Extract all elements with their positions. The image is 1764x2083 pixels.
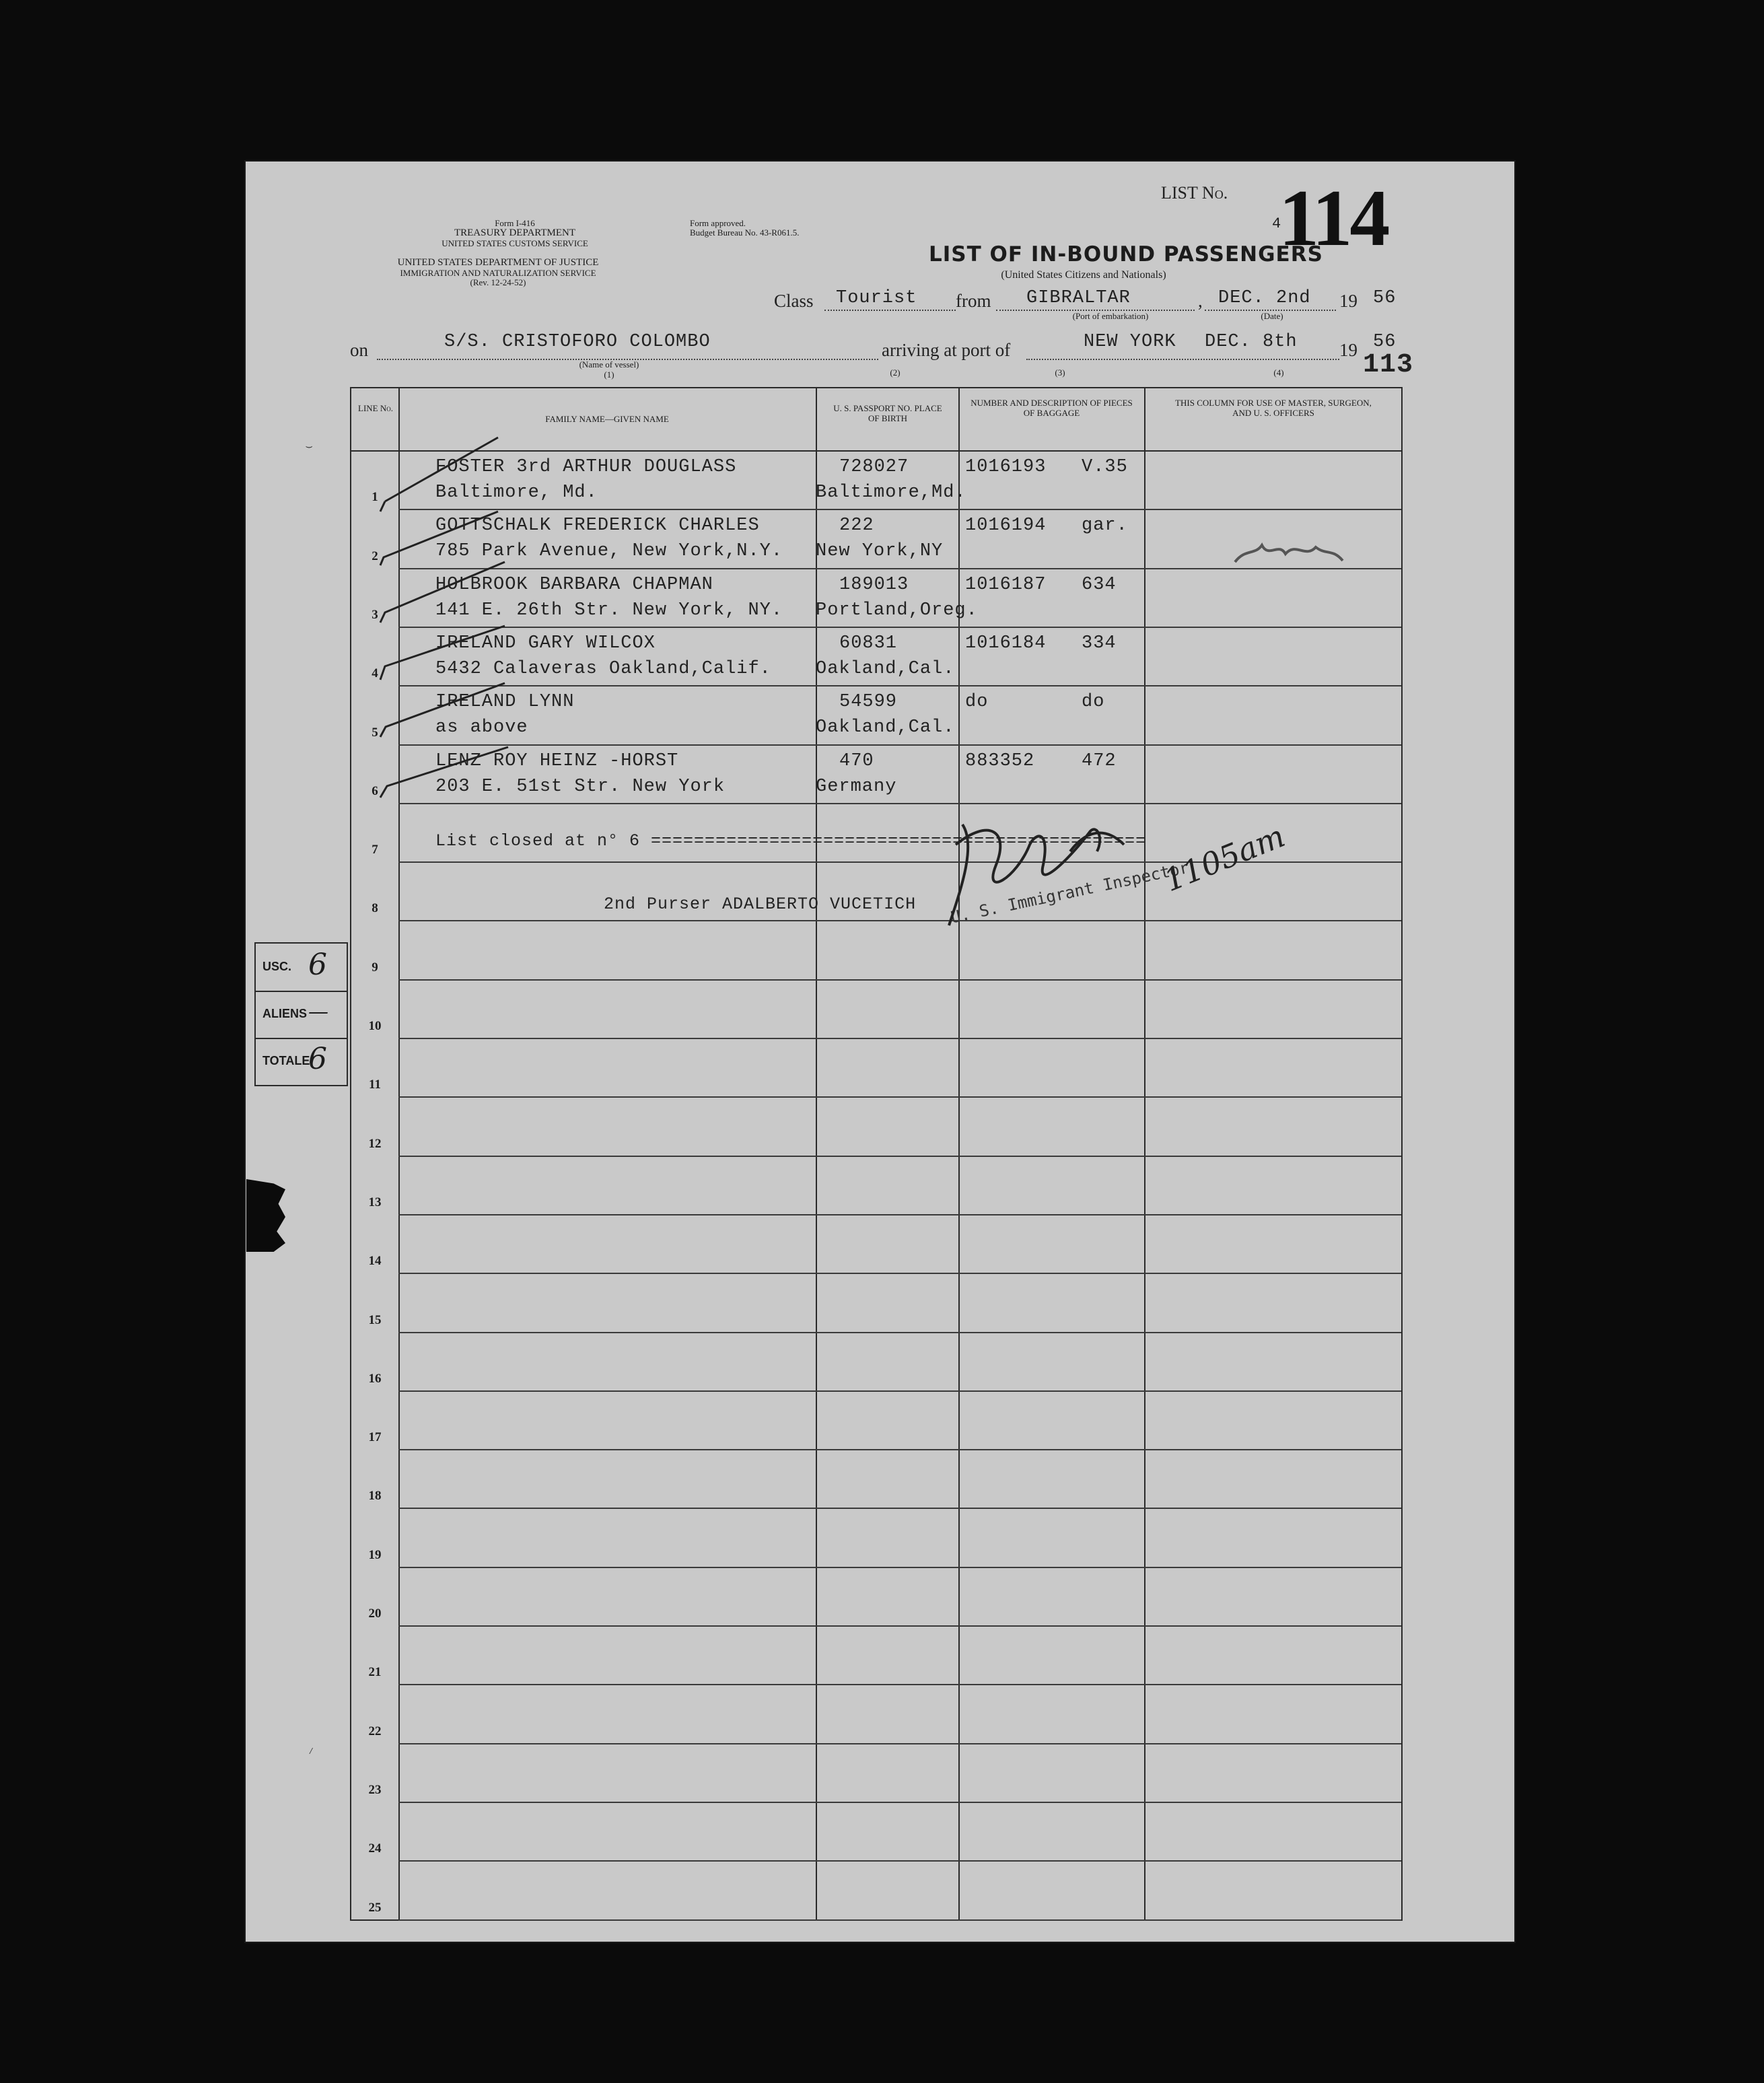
birthplace: Baltimore,Md. — [816, 483, 966, 503]
date-caption: (Date) — [1261, 311, 1283, 321]
baggage-description: V.35 — [1082, 457, 1128, 477]
row-rule — [398, 1156, 1401, 1157]
line-number: 8 — [372, 901, 378, 916]
usc-label: USC. — [262, 960, 292, 973]
year2-prefix: 19 — [1339, 340, 1357, 360]
row-rule — [398, 627, 1401, 628]
year-prefix: 19 — [1339, 291, 1357, 311]
row-rule — [398, 1038, 1401, 1039]
baggage-number: 1016194 — [965, 516, 1047, 536]
inspector-stamp: U. S. Immigrant Inspector — [949, 857, 1191, 927]
line-number: 2 — [372, 549, 378, 563]
arrival-date: DEC. 8th — [1205, 332, 1298, 352]
birthplace: Germany — [816, 776, 897, 797]
comma-1: , — [1198, 291, 1203, 311]
line-number: 14 — [368, 1254, 382, 1269]
row-rule — [398, 509, 1401, 510]
row-rule — [398, 744, 1401, 746]
officer-scribble — [1232, 535, 1346, 569]
total-row — [256, 1038, 347, 1085]
passport-number: 60831 — [839, 633, 898, 654]
row-rule — [398, 803, 1401, 804]
passenger-address: as above — [435, 717, 528, 738]
passenger-address: 785 Park Avenue, New York,N.Y. — [435, 541, 783, 562]
page-subtitle: (United States Citizens and Nationals) — [1001, 269, 1166, 281]
line-number: 20 — [368, 1607, 382, 1621]
line-number: 16 — [368, 1371, 382, 1386]
passport-number: 222 — [839, 516, 874, 536]
margin-mark-bottom: ⁄ — [308, 1746, 314, 1757]
line-number: 12 — [368, 1136, 382, 1151]
handwritten-list-number: 113 — [1363, 350, 1414, 380]
line-number: 7 — [372, 843, 378, 857]
header-officers: THIS COLUMN FOR USE OF MASTER, SURGEON, AND U. S. OFFICERS — [1175, 398, 1372, 418]
passenger-name: FOSTER 3rd ARTHUR DOUGLASS — [435, 457, 737, 477]
inspector-signature — [936, 804, 1144, 939]
passenger-address: Baltimore, Md. — [435, 483, 598, 503]
usc-row — [256, 944, 347, 992]
passenger-name: GOTTSCHALK FREDERICK CHARLES — [435, 516, 760, 536]
birthplace: New York,NY — [816, 541, 944, 562]
passenger-address: 5432 Calaveras Oakland,Calif. — [435, 658, 771, 679]
header-passport: U. S. PASSPORT NO. PLACE OF BIRTH — [833, 403, 942, 423]
header-family-name: FAMILY NAME—GIVEN NAME — [545, 414, 669, 424]
passenger-name: LENZ ROY HEINZ -HORST — [435, 750, 679, 771]
line-number: 1 — [372, 490, 378, 505]
passenger-name: IRELAND GARY WILCOX — [435, 633, 656, 654]
line-number: 17 — [368, 1430, 382, 1445]
row-rule — [398, 1390, 1401, 1392]
row-rule — [398, 1096, 1401, 1098]
baggage-number: 1016187 — [965, 574, 1047, 595]
row-rule — [398, 1214, 1401, 1215]
inspector-time: 1105am — [1158, 817, 1290, 899]
baggage-description: 472 — [1082, 750, 1117, 771]
list-number: 114 — [1279, 173, 1388, 262]
usc-value: 6 — [308, 948, 327, 982]
line-number: 11 — [369, 1078, 381, 1092]
line-number: 4 — [372, 666, 378, 681]
birthplace: Oakland,Cal. — [816, 658, 955, 679]
passenger-name: HOLBROOK BARBARA CHAPMAN — [435, 574, 713, 595]
line-number: 9 — [372, 960, 378, 975]
row-rule — [398, 1919, 1401, 1921]
passenger-address: 203 E. 51st Str. New York — [435, 776, 726, 797]
date-value: DEC. 2nd — [1218, 288, 1311, 308]
vessel-caption: (Name of vessel) — [579, 359, 639, 369]
total-value: 6 — [308, 1042, 327, 1076]
aliens-value: — — [308, 1000, 328, 1024]
aliens-row — [256, 991, 347, 1039]
row-rule — [398, 979, 1401, 981]
vessel-col-num: (1) — [604, 369, 614, 380]
header-baggage: NUMBER AND DESCRIPTION OF PIECES OF BAGGAGE — [971, 398, 1133, 418]
baggage-description: 334 — [1082, 633, 1117, 654]
page-title: LIST OF IN-BOUND PASSENGERS — [929, 242, 1323, 267]
vessel-name: S/S. CRISTOFORO COLOMBO — [444, 332, 711, 352]
line-number: 10 — [368, 1019, 382, 1033]
row-rule — [398, 1684, 1401, 1685]
header-line-no: LINE No. — [358, 403, 393, 413]
arrival-port: NEW YORK — [1084, 332, 1176, 352]
count-box — [254, 942, 348, 1086]
baggage-number: do — [965, 692, 989, 713]
baggage-description: gar. — [1082, 516, 1128, 536]
baggage-number: 883352 — [965, 750, 1035, 771]
on-label: on — [350, 340, 368, 360]
line-number: 15 — [368, 1312, 382, 1327]
row-rule — [398, 685, 1401, 686]
from-label: from — [956, 291, 991, 311]
purser-line: 2nd Purser ADALBERTO VUCETICH — [604, 894, 917, 914]
line-number: 13 — [368, 1195, 382, 1209]
date-col-num: (4) — [1273, 367, 1284, 378]
row-rule — [398, 1273, 1401, 1274]
passenger-name: IRELAND LYNN — [435, 692, 575, 713]
passport-number: 728027 — [839, 457, 909, 477]
row-rule — [398, 1860, 1401, 1862]
line-number: 24 — [368, 1841, 382, 1856]
baggage-description: do — [1082, 692, 1105, 713]
revision-date: (Rev. 12-24-52) — [470, 277, 526, 287]
line-number: 19 — [368, 1547, 382, 1562]
justice-dept: UNITED STATES DEPARTMENT OF JUSTICE — [397, 257, 599, 268]
list-no-label: LIST No. — [1161, 183, 1228, 203]
line-number: 5 — [372, 725, 378, 740]
aliens-label: ALIENS — [262, 1007, 308, 1020]
ins-service: IMMIGRATION AND NATURALIZATION SERVICE — [400, 268, 596, 278]
budget-bureau: Budget Bureau No. 43-R061.5. — [690, 227, 800, 238]
birthplace: Oakland,Cal. — [816, 717, 955, 738]
year-value: 56 — [1373, 288, 1397, 308]
arriving-col-num: (2) — [890, 367, 901, 378]
port-embarkation-caption: (Port of embarkation) — [1072, 311, 1149, 321]
line-number: 22 — [368, 1724, 382, 1738]
row-rule — [398, 1625, 1401, 1627]
line-number: 18 — [368, 1489, 382, 1504]
margin-mark-top: ‿ — [306, 438, 312, 449]
row-rule — [398, 1332, 1401, 1333]
class-value: Tourist — [836, 288, 917, 308]
port-col-num: (3) — [1055, 367, 1065, 378]
baggage-number: 1016193 — [965, 457, 1047, 477]
row-rule — [398, 1449, 1401, 1450]
row-rule — [398, 1802, 1401, 1803]
line-number: 23 — [368, 1782, 382, 1797]
check-marks — [363, 431, 511, 808]
arriving-label: arriving at port of — [882, 340, 1011, 360]
row-rule — [398, 1508, 1401, 1509]
line-number: 6 — [372, 783, 378, 798]
passport-number: 470 — [839, 750, 874, 771]
row-rule — [398, 920, 1401, 921]
total-label: TOTALE — [262, 1054, 310, 1067]
treasury-dept: TREASURY DEPARTMENT — [454, 227, 576, 238]
birthplace: Portland,Oreg. — [816, 600, 978, 621]
row-rule — [398, 1567, 1401, 1568]
year2-value: 56 — [1373, 332, 1397, 352]
class-label: Class — [774, 291, 814, 311]
list-no-small: 4 — [1272, 215, 1281, 232]
line-number: 25 — [368, 1900, 382, 1915]
from-value: GIBRALTAR — [1026, 288, 1131, 308]
passport-number: 189013 — [839, 574, 909, 595]
passport-number: 54599 — [839, 692, 898, 713]
form-approved: Form approved. — [690, 218, 746, 228]
customs-service: UNITED STATES CUSTOMS SERVICE — [442, 238, 588, 248]
line-number: 21 — [368, 1665, 382, 1680]
tape-remnant — [246, 1179, 285, 1252]
line-number: 3 — [372, 607, 378, 622]
passenger-address: 141 E. 26th Str. New York, NY. — [435, 600, 783, 621]
list-closed-line: List closed at n° 6 ============================================== — [435, 831, 1147, 851]
baggage-description: 634 — [1082, 574, 1117, 595]
form-number: Form I-416 — [495, 218, 535, 228]
baggage-number: 1016184 — [965, 633, 1047, 654]
row-rule — [398, 1743, 1401, 1744]
